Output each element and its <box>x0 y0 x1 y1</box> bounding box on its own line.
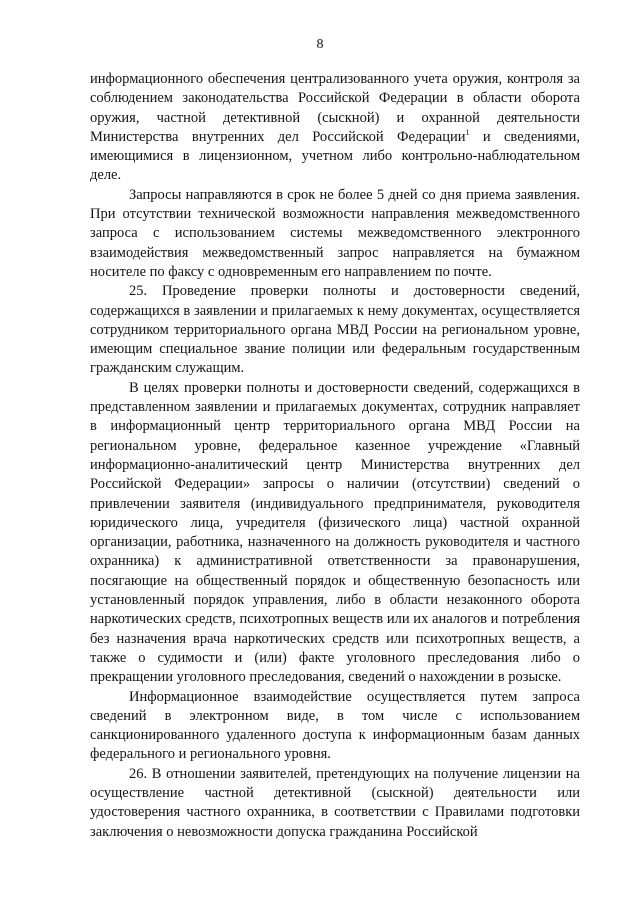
page-number: 8 <box>316 37 324 52</box>
footnote-marker: 1 <box>465 128 470 138</box>
paragraph-text: информационного обеспечения централизованного учета оружия, контроля за соблюдением законодательства Российской Федерации в области оборота оружия, частной детективной (сыскной) и охранной деятельности Министерства внутренних дел Российской Федерации <box>90 71 580 145</box>
paragraph-clause-25: 25. Проведение проверки полноты и достоверности сведений, содержащихся в заявлении и прилагаемых к нему документах, осуществляется сотрудником территориального органа МВД России на региональном уровне, имеющим специальное звание полиции или федеральным государственным гражданским служащим. <box>90 283 580 377</box>
paragraph-requests-deadline: Запросы направляются в срок не более 5 дней со дня приема заявления. При отсутствии технической возможности направления межведомственного запроса с использованием системы межведомственного электронного взаимодействия межведомственный запрос направляется на бумажном носителе по факсу с одновременным его направлением по почте. <box>90 186 580 280</box>
document-body <box>90 70 580 842</box>
paragraph-information-exchange: Информационное взаимодействие осуществляется путем запроса сведений в электронном виде, в том числе с использованием санкционированного удаленного доступа к информационным базам данных федерального и регионального уровня. <box>90 688 580 763</box>
paragraph-text: и сведениями, имеющимися в лицензионном, учетном либо контрольно-наблюдательном деле. <box>90 128 580 184</box>
paragraph-continuation <box>90 70 580 186</box>
paragraph-clause-26: 26. В отношении заявителей, претендующих на получение лицензии на осуществление частной детективной (сыскной) деятельности или удостоверения частного охранника, в соответствии с Правилами подготовки заключения о невозможности допуска гражданина Российской <box>90 765 580 840</box>
paragraph-verification-requests: В целях проверки полноты и достоверности сведений, содержащихся в представленном заявлении и прилагаемых документах, сотрудник направляет в информационный центр территориального органа МВД России на региональном уровне, федеральное казенное учреждение «Главный информационно-аналитический центр Министерства внутренних дел Российской Федерации» запросы о наличии (отсутствии) сведений о привлечении заявителя (индивидуального предпринимателя, руководителя юридического лица, учредителя (физического лица) частной охранной организации, работника, назначенного на должность руководителя и частного охранника) к административной ответственности за правонарушения, посягающие на общественный порядок и общественную безопасность или установленный порядок управления, либо в области незаконного оборота наркотических средств, психотропных веществ или их аналогов и потребления без назначения врача наркотических средств или психотропных веществ, а также о судимости и (или) факте уголовного преследования либо о прекращении уголовного преследования, сведений о нахождении в розыске. <box>90 379 580 686</box>
